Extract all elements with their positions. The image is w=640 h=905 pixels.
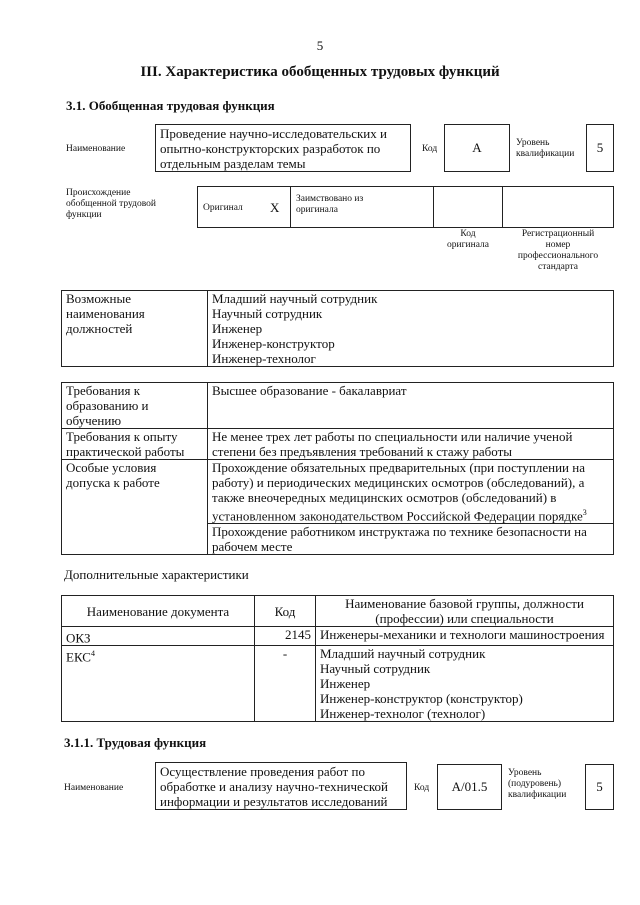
origin-reg-caption: Регистрационный номер профессионального стандарта: [517, 229, 599, 272]
row-code: 2145: [255, 627, 316, 646]
additional-table: [61, 595, 614, 722]
tf-heading: 3.1.1. Трудовая функция: [64, 735, 207, 750]
tf-level-label: Уровень (подуровень) квалификации: [508, 768, 567, 800]
gtf-code-value: А: [444, 124, 510, 172]
origin-reg-cell: [502, 186, 614, 228]
origin-original-cell: [197, 186, 291, 228]
tf-level-value: 5: [585, 764, 614, 810]
requirement-label: Особые условия допуска к работе: [62, 460, 208, 555]
header-code: Код: [255, 596, 316, 627]
row-document-name: ЕКС: [66, 649, 91, 665]
tf-code-value: А/01.5: [437, 764, 502, 810]
requirement-value-cell: [208, 460, 614, 524]
origin-code-caption: Код оригинала: [447, 229, 489, 250]
positions-list: Младший научный сотрудник Научный сотрудник Инженер Инженер-конструктор Инженер-технолог: [208, 291, 614, 367]
additional-title: Дополнительные характеристики: [64, 567, 249, 582]
requirements-table: [61, 382, 614, 555]
row-document: [62, 646, 255, 722]
table-row: [62, 646, 614, 722]
positions-table: [61, 290, 614, 367]
row-code: -: [255, 646, 316, 722]
origin-code-cell: [433, 186, 503, 228]
gtf-name-label: Наименование: [66, 144, 126, 154]
origin-borrowed-cell: [290, 186, 434, 228]
positions-label: Возможные наименования должностей: [62, 291, 208, 367]
gtf-level-value: 5: [586, 124, 614, 172]
origin-label: Происхождение обобщенной трудовой функции: [66, 188, 156, 220]
gtf-heading: 3.1. Обобщенная трудовая функция: [66, 98, 275, 113]
tf-name-value: Осуществление проведения работ по обработке и анализу научно-технической информации и результатов исследований: [155, 762, 407, 810]
page-number: 5: [316, 38, 324, 53]
row-document-name: ОКЗ: [66, 630, 91, 646]
requirement-row: [62, 429, 614, 460]
header-document: Наименование документа: [62, 596, 255, 627]
gtf-name-value: Проведение научно-исследовательских и опытно-конструкторских разработок по отдельным разделам темы: [155, 124, 411, 172]
gtf-code-label: Код: [422, 144, 438, 154]
tf-name-label: Наименование: [64, 783, 124, 793]
origin-original-label: Оригинал: [203, 203, 243, 213]
requirement-value: Высшее образование - бакалавриат: [208, 383, 614, 429]
requirement-value: Прохождение работником инструктажа по технике безопасности на рабочем месте: [208, 524, 614, 555]
row-group-name: Младший научный сотрудник Научный сотрудник Инженер Инженер-конструктор (конструктор) Инженер-технолог (технолог): [316, 646, 614, 722]
requirement-value: Не менее трех лет работы по специальности или наличие ученой степени без предъявления требований к стажу работы: [208, 429, 614, 460]
requirement-value: Прохождение обязательных предварительных (при поступлении на работу) и периодических медицинских осмотров (обследований), а также внеочередных медицинских осмотров (обследований) в установленном законодательством Российской Федерации порядке: [212, 460, 585, 524]
origin-original-mark: X: [270, 200, 280, 215]
row-document: [62, 627, 255, 646]
table-row: [62, 627, 614, 646]
additional-header-row: [62, 596, 614, 627]
footnote-marker: 3: [582, 508, 587, 517]
requirement-label: Требования к опыту практической работы: [62, 429, 208, 460]
tf-code-label: Код: [414, 783, 430, 793]
section-title: III. Характеристика обобщенных трудовых функций: [140, 64, 500, 80]
gtf-level-label: Уровень квалификации: [516, 138, 575, 159]
requirement-row: [62, 383, 614, 429]
header-group-name: Наименование базовой группы, должности (профессии) или специальности: [316, 596, 614, 627]
requirement-row: [62, 460, 614, 524]
origin-borrowed-label: Заимствовано из оригинала: [296, 194, 364, 215]
footnote-marker: 4: [90, 649, 95, 659]
row-group-name: Инженеры-механики и технологи машиностроения: [316, 627, 614, 646]
requirement-label: Требования к образованию и обучению: [62, 383, 208, 429]
